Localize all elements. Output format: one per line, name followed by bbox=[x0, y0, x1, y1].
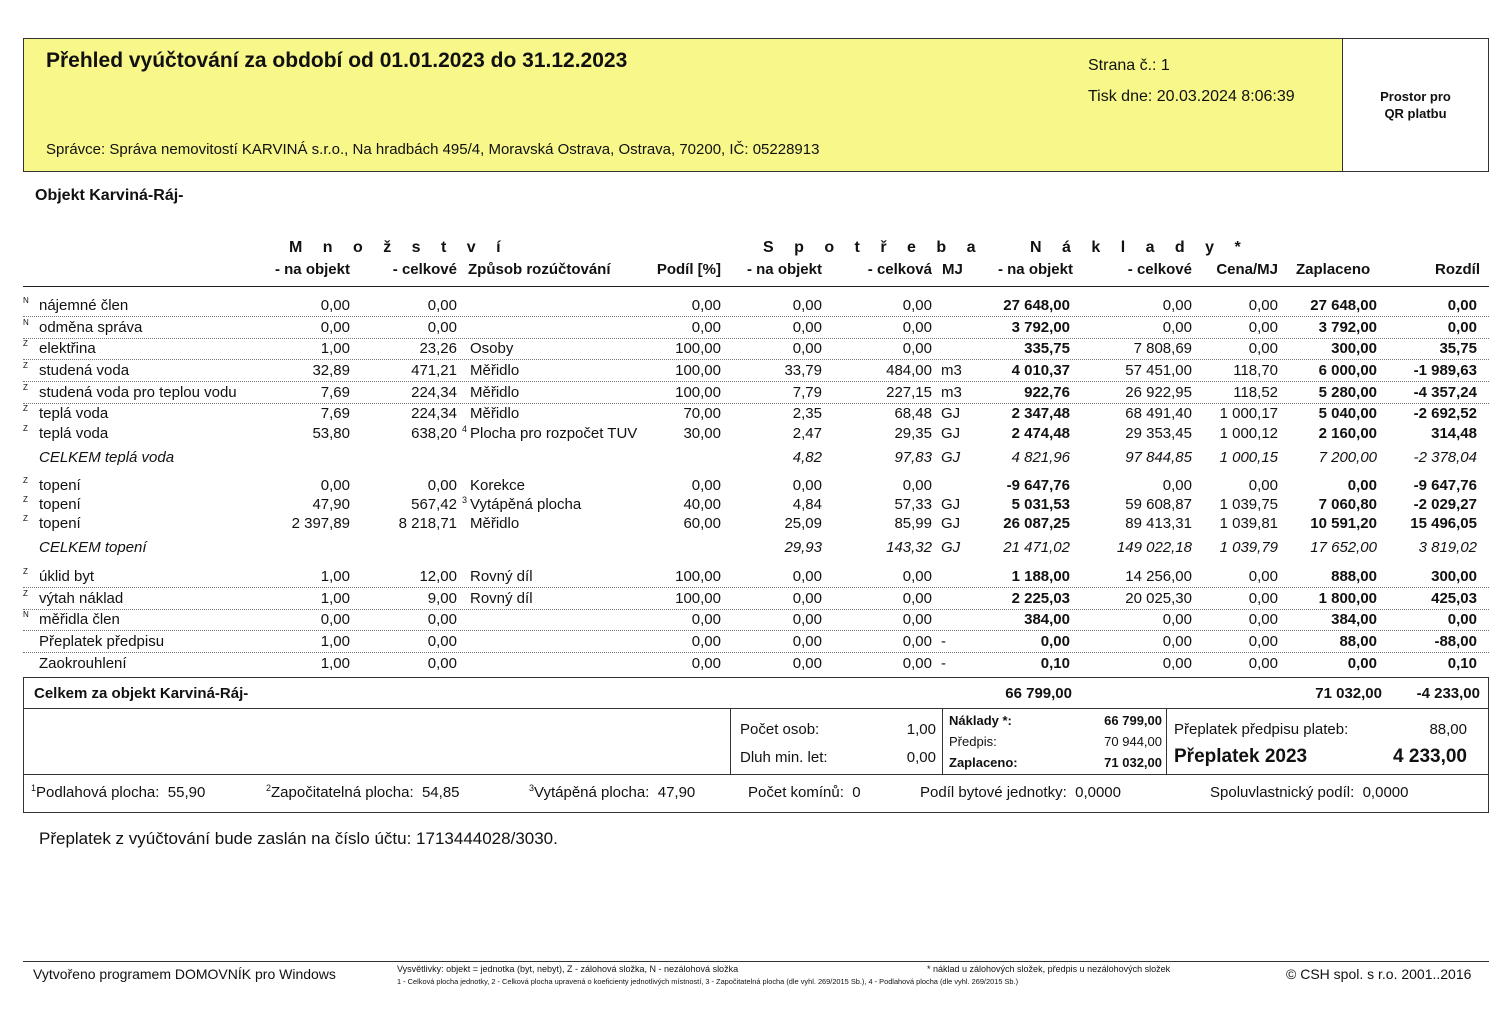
debt-value: 0,00 bbox=[906, 749, 936, 766]
cell-sp-cel: 143,32 bbox=[886, 539, 932, 556]
cell-nk-cel: 68 491,40 bbox=[1125, 405, 1192, 422]
cell-diff: 0,00 bbox=[1447, 319, 1477, 336]
cell-mn-obj: 1,00 bbox=[320, 633, 350, 650]
cell-paid: 17 652,00 bbox=[1310, 539, 1377, 556]
cell-nk-cel: 0,00 bbox=[1162, 655, 1192, 672]
cell-unit: GJ bbox=[941, 515, 961, 532]
cell-nk-cel: 29 353,45 bbox=[1125, 425, 1192, 442]
cell-nk-obj: 3 792,00 bbox=[1011, 319, 1070, 336]
cell-unit: GJ bbox=[941, 496, 961, 513]
cell-mn-obj: 1,00 bbox=[320, 340, 350, 357]
cell-sp-cel: 0,00 bbox=[902, 633, 932, 650]
chimney-count: Počet komínů: 0 bbox=[748, 784, 861, 801]
cell-mn-obj: 1,00 bbox=[320, 655, 350, 672]
cell-nk-obj: 2 225,03 bbox=[1011, 590, 1070, 607]
total-diff: -4 233,00 bbox=[1416, 685, 1480, 702]
cell-unit: - bbox=[941, 655, 946, 672]
paid-label: Zaplaceno: bbox=[949, 755, 1018, 770]
footer-legend: Vysvětlivky: objekt = jednotka (byt, nebyt), Z - zálohová složka, N - nezálohová složka bbox=[397, 964, 739, 974]
total-label: Celkem za objekt Karviná-Ráj- bbox=[34, 685, 249, 702]
cell-name: studená voda pro teplou vodu bbox=[39, 384, 237, 401]
countable-area: $^2$Započitatelná plocha: 54,85 bbox=[266, 783, 460, 801]
cell-name: topení bbox=[39, 477, 81, 494]
cell-mn-cel: 471,21 bbox=[411, 362, 457, 379]
cell-sp-cel: 97,83 bbox=[894, 449, 932, 466]
col-header-paid: Zaplaceno bbox=[1296, 261, 1371, 278]
cell-method: 4 Plocha pro rozpočet TUV bbox=[462, 424, 638, 442]
cell-nk-cel: 0,00 bbox=[1162, 319, 1192, 336]
cell-mn-cel: 567,42 bbox=[411, 496, 457, 513]
cell-name: úklid byt bbox=[39, 568, 95, 585]
cell-paid: 5 280,00 bbox=[1318, 384, 1377, 401]
persons-value: 1,00 bbox=[906, 721, 936, 738]
footer-copyright: © CSH spol. s r.o. 2001..2016 bbox=[1286, 966, 1472, 982]
cell-nk-obj: 0,10 bbox=[1040, 655, 1070, 672]
col-header-diff: Rozdíl bbox=[1435, 261, 1480, 278]
cell-sp-obj: 0,00 bbox=[792, 655, 822, 672]
qr-placeholder bbox=[1342, 39, 1488, 171]
table-row bbox=[23, 338, 1489, 360]
cell-mn-cel: 0,00 bbox=[427, 297, 457, 314]
cell-footnote: 3 bbox=[462, 495, 468, 505]
cell-paid: 7 200,00 bbox=[1318, 449, 1377, 466]
cell-name: teplá voda bbox=[39, 425, 109, 442]
cell-paid: 88,00 bbox=[1339, 633, 1377, 650]
cell-method: 3 Vytápěná plocha bbox=[462, 495, 582, 513]
prescription-label: Předpis: bbox=[949, 734, 997, 749]
debt-label: Dluh min. let: bbox=[740, 749, 828, 766]
cell-type: N bbox=[23, 318, 29, 327]
subtotal-row bbox=[23, 447, 1489, 468]
cell-share: 60,00 bbox=[683, 515, 721, 532]
table-row bbox=[23, 653, 1489, 674]
cell-method: Rovný díl bbox=[470, 568, 533, 585]
table-row bbox=[23, 403, 1489, 424]
cell-price: 0,00 bbox=[1248, 319, 1278, 336]
table-row bbox=[23, 317, 1489, 339]
cell-nk-cel: 0,00 bbox=[1162, 611, 1192, 628]
cell-nk-cel: 26 922,95 bbox=[1125, 384, 1192, 401]
cell-type: N bbox=[23, 296, 29, 305]
cell-diff: -1 989,63 bbox=[1413, 362, 1477, 379]
cell-sp-cel: 0,00 bbox=[902, 611, 932, 628]
cell-sp-obj: 0,00 bbox=[792, 340, 822, 357]
cell-sp-obj: 2,47 bbox=[792, 425, 822, 442]
cell-diff: 0,00 bbox=[1447, 611, 1477, 628]
cell-sp-cel: 0,00 bbox=[902, 568, 932, 585]
cell-share: 0,00 bbox=[691, 611, 721, 628]
cell-diff: 425,03 bbox=[1431, 590, 1477, 607]
cell-paid: 2 160,00 bbox=[1318, 425, 1377, 442]
cell-diff: 3 819,02 bbox=[1418, 539, 1477, 556]
cell-nk-obj: 2 474,48 bbox=[1011, 425, 1070, 442]
object-title: Objekt Karviná-Ráj- bbox=[35, 187, 184, 204]
cell-name: nájemné člen bbox=[39, 297, 129, 314]
cell-paid: 384,00 bbox=[1331, 611, 1377, 628]
table-row bbox=[23, 382, 1489, 404]
cell-nk-obj: 26 087,25 bbox=[1003, 515, 1070, 532]
cell-paid: 3 792,00 bbox=[1318, 319, 1377, 336]
cell-type: Z bbox=[23, 495, 28, 504]
overpay-label: Přeplatek 2023 bbox=[1174, 746, 1308, 767]
cell-mn-obj: 0,00 bbox=[320, 477, 350, 494]
cell-method: Měřidlo bbox=[470, 515, 520, 532]
cell-mn-cel: 0,00 bbox=[427, 655, 457, 672]
cell-type: Z bbox=[23, 567, 28, 576]
cell-nk-obj: 4 821,96 bbox=[1011, 449, 1070, 466]
cell-method: Rovný díl bbox=[470, 590, 533, 607]
col-header-nk-obj: - na objekt bbox=[997, 261, 1073, 278]
qr-label-1: Prostor pro bbox=[1380, 89, 1451, 104]
cell-nk-obj: 4 010,37 bbox=[1011, 362, 1070, 379]
cell-method: Korekce bbox=[470, 477, 526, 494]
cell-sp-obj: 25,09 bbox=[784, 515, 822, 532]
cell-sp-cel: 68,48 bbox=[894, 405, 932, 422]
col-header-mn-obj: - na objekt bbox=[274, 261, 350, 278]
cell-price: 0,00 bbox=[1248, 633, 1278, 650]
cell-unit: GJ bbox=[941, 539, 961, 556]
cell-share: 0,00 bbox=[691, 655, 721, 672]
cell-sp-obj: 0,00 bbox=[792, 568, 822, 585]
cell-price: 1 039,81 bbox=[1219, 515, 1278, 532]
table-row bbox=[23, 609, 1489, 631]
cell-paid: 10 591,20 bbox=[1310, 515, 1377, 532]
cell-type: N bbox=[23, 610, 29, 619]
table-row bbox=[23, 295, 1489, 317]
cell-sp-obj: 7,79 bbox=[792, 384, 822, 401]
col-header-mn-cel: - celkové bbox=[392, 261, 457, 278]
cell-mn-cel: 23,26 bbox=[419, 340, 457, 357]
costs-value: 66 799,00 bbox=[1104, 713, 1162, 728]
cell-price: 1 039,75 bbox=[1219, 496, 1278, 513]
cell-mn-cel: 0,00 bbox=[427, 611, 457, 628]
overpay-prescription-label: Přeplatek předpisu plateb: bbox=[1174, 721, 1349, 738]
cell-mn-cel: 638,20 bbox=[411, 425, 457, 442]
cell-paid: 6 000,00 bbox=[1318, 362, 1377, 379]
overpay-value: 4 233,00 bbox=[1393, 746, 1467, 767]
cell-share: 30,00 bbox=[683, 425, 721, 442]
cell-sp-obj: 2,35 bbox=[792, 405, 822, 422]
cell-diff: -4 357,24 bbox=[1413, 384, 1477, 401]
totals-box bbox=[23, 677, 1489, 813]
cell-sp-cel: 227,15 bbox=[886, 384, 932, 401]
cell-share: 0,00 bbox=[691, 297, 721, 314]
table-row bbox=[23, 475, 1489, 496]
cell-nk-cel: 89 413,31 bbox=[1125, 515, 1192, 532]
cell-paid: 888,00 bbox=[1331, 568, 1377, 585]
cell-name: studená voda bbox=[39, 362, 130, 379]
cell-price: 0,00 bbox=[1248, 655, 1278, 672]
cell-mn-obj: 0,00 bbox=[320, 319, 350, 336]
cell-price: 1 039,79 bbox=[1219, 539, 1278, 556]
cell-price: 1 000,17 bbox=[1219, 405, 1278, 422]
cell-name: elektřina bbox=[39, 340, 96, 357]
cell-diff: -2 378,04 bbox=[1413, 449, 1477, 466]
cell-unit: m3 bbox=[941, 362, 962, 379]
cell-diff: -2 029,27 bbox=[1413, 496, 1477, 513]
cell-nk-cel: 57 451,00 bbox=[1125, 362, 1192, 379]
group-header-consumption: S p o t ř e b a bbox=[763, 239, 984, 256]
cell-mn-obj: 47,90 bbox=[312, 496, 350, 513]
cell-diff: 300,00 bbox=[1431, 568, 1477, 585]
cell-mn-obj: 53,80 bbox=[312, 425, 350, 442]
payout-note: Přeplatek z vyúčtování bude zaslán na číslo účtu: 1713444028/3030. bbox=[39, 829, 558, 848]
page-number: Strana č.: 1 bbox=[1088, 57, 1170, 74]
cell-paid: 5 040,00 bbox=[1318, 405, 1377, 422]
cell-sp-cel: 0,00 bbox=[902, 319, 932, 336]
footer-divider bbox=[23, 961, 1489, 962]
cell-diff: 0,00 bbox=[1447, 297, 1477, 314]
cell-name: Zaokrouhlení bbox=[39, 655, 127, 672]
cell-mn-obj: 7,69 bbox=[320, 384, 350, 401]
cell-mn-cel: 224,34 bbox=[411, 384, 457, 401]
cell-nk-obj: 21 471,02 bbox=[1003, 539, 1070, 556]
cell-mn-cel: 0,00 bbox=[427, 477, 457, 494]
cell-nk-cel: 14 256,00 bbox=[1125, 568, 1192, 585]
cell-unit: GJ bbox=[941, 425, 961, 442]
table-row bbox=[23, 360, 1489, 382]
cell-sp-cel: 85,99 bbox=[894, 515, 932, 532]
cell-mn-obj: 1,00 bbox=[320, 590, 350, 607]
cell-nk-cel: 97 844,85 bbox=[1125, 449, 1192, 466]
cell-mn-cel: 0,00 bbox=[427, 633, 457, 650]
cell-sp-cel: 0,00 bbox=[902, 340, 932, 357]
cell-nk-obj: 5 031,53 bbox=[1011, 496, 1070, 513]
totals-separator-1 bbox=[730, 708, 731, 774]
col-header-sp-obj: - na objekt bbox=[746, 261, 822, 278]
col-header-method: Způsob rozúčtování bbox=[468, 261, 611, 278]
unit-share: Podíl bytové jednotky: 0,0000 bbox=[920, 784, 1121, 801]
cell-share: 70,00 bbox=[683, 405, 721, 422]
cell-mn-cel: 224,34 bbox=[411, 405, 457, 422]
cell-name: topení bbox=[39, 496, 81, 513]
cell-share: 0,00 bbox=[691, 319, 721, 336]
cell-method: Měřidlo bbox=[470, 405, 520, 422]
totals-divider bbox=[24, 708, 1488, 709]
cell-name: CELKEM topení bbox=[39, 539, 147, 556]
cell-sp-cel: 484,00 bbox=[886, 362, 932, 379]
cell-nk-obj: 1 188,00 bbox=[1011, 568, 1070, 585]
cell-sp-obj: 33,79 bbox=[784, 362, 822, 379]
subtotal-row bbox=[23, 537, 1489, 558]
cell-nk-obj: 0,00 bbox=[1040, 633, 1070, 650]
table-row bbox=[23, 494, 1489, 515]
areas-divider bbox=[24, 774, 1488, 775]
report-header bbox=[23, 38, 1489, 172]
cell-mn-obj: 2 397,89 bbox=[291, 515, 350, 532]
administrator-info: Správce: Správa nemovitostí KARVINÁ s.r.o., Na hradbách 495/4, Moravská Ostrava, Ostrava, 70200, IČ: 05228913 bbox=[46, 141, 820, 158]
cell-name: Přeplatek předpisu bbox=[39, 633, 165, 650]
cell-type: Z bbox=[23, 339, 28, 348]
cell-mn-cel: 12,00 bbox=[419, 568, 457, 585]
cell-nk-cel: 59 608,87 bbox=[1125, 496, 1192, 513]
total-paid: 71 032,00 bbox=[1315, 685, 1382, 702]
cell-name: teplá voda bbox=[39, 405, 109, 422]
cell-unit: GJ bbox=[941, 405, 961, 422]
cell-paid: 27 648,00 bbox=[1310, 297, 1377, 314]
cell-share: 40,00 bbox=[683, 496, 721, 513]
cell-share: 100,00 bbox=[675, 590, 721, 607]
cell-diff: -9 647,76 bbox=[1413, 477, 1477, 494]
cell-sp-obj: 0,00 bbox=[792, 319, 822, 336]
table-row bbox=[23, 588, 1489, 610]
paid-value: 71 032,00 bbox=[1104, 755, 1162, 770]
cell-nk-cel: 149 022,18 bbox=[1116, 539, 1192, 556]
cell-share: 100,00 bbox=[675, 568, 721, 585]
cell-mn-cel: 8 218,71 bbox=[398, 515, 457, 532]
cell-paid: 0,00 bbox=[1347, 477, 1377, 494]
cell-mn-obj: 32,89 bbox=[312, 362, 350, 379]
cell-diff: -88,00 bbox=[1434, 633, 1477, 650]
cell-mn-obj: 7,69 bbox=[320, 405, 350, 422]
cell-sp-obj: 29,93 bbox=[784, 539, 822, 556]
cell-sp-cel: 0,00 bbox=[902, 477, 932, 494]
cell-mn-obj: 0,00 bbox=[320, 611, 350, 628]
cell-sp-obj: 0,00 bbox=[792, 611, 822, 628]
cell-price: 118,52 bbox=[1233, 384, 1278, 401]
cell-price: 0,00 bbox=[1248, 568, 1278, 585]
cell-nk-obj: 2 347,48 bbox=[1011, 405, 1070, 422]
cell-nk-cel: 0,00 bbox=[1162, 477, 1192, 494]
totals-separator-2 bbox=[942, 708, 943, 774]
cell-unit: GJ bbox=[941, 449, 961, 466]
co-owner-share: Spoluvlastnický podíl: 0,0000 bbox=[1210, 784, 1409, 801]
cell-type: Z bbox=[23, 514, 28, 523]
qr-label-2: QR platbu bbox=[1384, 106, 1447, 121]
table-row bbox=[23, 631, 1489, 653]
cell-price: 118,70 bbox=[1233, 362, 1278, 379]
cell-name: topení bbox=[39, 515, 81, 532]
cell-sp-cel: 57,33 bbox=[894, 496, 932, 513]
cell-mn-cel: 9,00 bbox=[427, 590, 457, 607]
cell-sp-obj: 0,00 bbox=[792, 477, 822, 494]
col-header-price: Cena/MJ bbox=[1216, 261, 1278, 278]
cell-unit: m3 bbox=[941, 384, 962, 401]
cell-nk-obj: 27 648,00 bbox=[1003, 297, 1070, 314]
col-header-nk-cel: - celkové bbox=[1127, 261, 1192, 278]
total-costs: 66 799,00 bbox=[1005, 685, 1072, 702]
cell-nk-obj: 922,76 bbox=[1024, 384, 1070, 401]
cell-nk-obj: 384,00 bbox=[1024, 611, 1070, 628]
persons-label: Počet osob: bbox=[740, 721, 820, 738]
cell-sp-cel: 0,00 bbox=[902, 590, 932, 607]
cell-type: Z bbox=[23, 404, 28, 413]
cell-diff: 0,10 bbox=[1447, 655, 1477, 672]
cell-paid: 300,00 bbox=[1331, 340, 1377, 357]
cell-diff: 35,75 bbox=[1439, 340, 1477, 357]
cell-sp-obj: 0,00 bbox=[792, 590, 822, 607]
totals-separator-3 bbox=[1166, 708, 1167, 774]
table-row bbox=[23, 423, 1489, 444]
cell-method: Osoby bbox=[470, 340, 514, 357]
cell-share: 100,00 bbox=[675, 340, 721, 357]
cell-diff: -2 692,52 bbox=[1413, 405, 1477, 422]
cell-sp-obj: 4,84 bbox=[792, 496, 822, 513]
group-header-quantity: M n o ž s t v í bbox=[289, 239, 509, 256]
cell-type: Z bbox=[23, 383, 28, 392]
heated-area: $^3$Vytápěná plocha: 47,90 bbox=[529, 783, 696, 801]
cell-method: Měřidlo bbox=[470, 384, 520, 401]
cell-nk-obj: 335,75 bbox=[1024, 340, 1070, 357]
cell-share: 0,00 bbox=[691, 477, 721, 494]
cell-nk-cel: 20 025,30 bbox=[1125, 590, 1192, 607]
cell-mn-obj: 0,00 bbox=[320, 297, 350, 314]
costs-label: Náklady *: bbox=[949, 713, 1012, 728]
cell-type: Z bbox=[23, 424, 28, 433]
cell-unit: - bbox=[941, 633, 946, 650]
cell-share: 100,00 bbox=[675, 384, 721, 401]
cell-nk-cel: 0,00 bbox=[1162, 633, 1192, 650]
cell-sp-cel: 29,35 bbox=[894, 425, 932, 442]
cell-price: 1 000,15 bbox=[1219, 449, 1278, 466]
cell-name: měřidla člen bbox=[39, 611, 120, 628]
cell-nk-cel: 0,00 bbox=[1162, 297, 1192, 314]
cell-nk-obj: -9 647,76 bbox=[1006, 477, 1070, 494]
cell-nk-cel: 7 808,69 bbox=[1133, 340, 1192, 357]
cell-footnote: 4 bbox=[462, 424, 468, 434]
col-header-sp-cel: - celková bbox=[867, 261, 932, 278]
cell-sp-obj: 4,82 bbox=[792, 449, 822, 466]
cell-sp-cel: 0,00 bbox=[902, 297, 932, 314]
table-row bbox=[23, 566, 1489, 588]
print-date: Tisk dne: 20.03.2024 8:06:39 bbox=[1088, 88, 1295, 105]
cell-price: 0,00 bbox=[1248, 477, 1278, 494]
cell-price: 1 000,12 bbox=[1219, 425, 1278, 442]
cell-price: 0,00 bbox=[1248, 590, 1278, 607]
report-title: Přehled vyúčtování za období od 01.01.2023 do 31.12.2023 bbox=[46, 49, 628, 72]
group-header-costs: N á k l a d y * bbox=[1030, 239, 1249, 256]
cell-type: Z bbox=[23, 589, 28, 598]
cell-share: 100,00 bbox=[675, 362, 721, 379]
cell-sp-cel: 0,00 bbox=[902, 655, 932, 672]
footer-program: Vytvořeno programem DOMOVNÍK pro Windows bbox=[33, 966, 336, 982]
cell-name: odměna správa bbox=[39, 319, 143, 336]
floor-area: $^1$Podlahová plocha: 55,90 bbox=[31, 783, 206, 801]
overpay-prescription-value: 88,00 bbox=[1429, 721, 1467, 738]
footer-legend-costs: * náklad u zálohových složek, předpis u nezálohových složek bbox=[927, 964, 1171, 974]
cell-mn-cel: 0,00 bbox=[427, 319, 457, 336]
cell-name: výtah náklad bbox=[39, 590, 124, 607]
cell-sp-obj: 0,00 bbox=[792, 297, 822, 314]
cell-method: Měřidlo bbox=[470, 362, 520, 379]
cell-type: Z bbox=[23, 361, 28, 370]
cell-mn-obj: 1,00 bbox=[320, 568, 350, 585]
cell-diff: 314,48 bbox=[1431, 425, 1477, 442]
cell-paid: 0,00 bbox=[1347, 655, 1377, 672]
cell-paid: 7 060,80 bbox=[1318, 496, 1377, 513]
footer-legend-areas: 1 - Celková plocha jednotky, 2 - Celková plocha upravená o koeficienty jednotlivých místností, 3 - Započitatelná plocha (dle vyhl. 269/2015 Sb.), 4 - Podlahová plocha (dle vyhl. 269/2015 Sb.) bbox=[397, 977, 1019, 986]
cell-price: 0,00 bbox=[1248, 340, 1278, 357]
cell-type: Z bbox=[23, 476, 28, 485]
prescription-value: 70 944,00 bbox=[1104, 734, 1162, 749]
cell-share: 0,00 bbox=[691, 633, 721, 650]
header-divider bbox=[23, 286, 1489, 287]
table-row bbox=[23, 513, 1489, 534]
cell-price: 0,00 bbox=[1248, 297, 1278, 314]
cell-paid: 1 800,00 bbox=[1318, 590, 1377, 607]
cell-name: CELKEM teplá voda bbox=[39, 449, 175, 466]
cell-price: 0,00 bbox=[1248, 611, 1278, 628]
cell-diff: 15 496,05 bbox=[1410, 515, 1477, 532]
cell-sp-obj: 0,00 bbox=[792, 633, 822, 650]
col-header-share: Podíl [%] bbox=[656, 261, 721, 278]
col-header-unit: MJ bbox=[942, 261, 963, 278]
